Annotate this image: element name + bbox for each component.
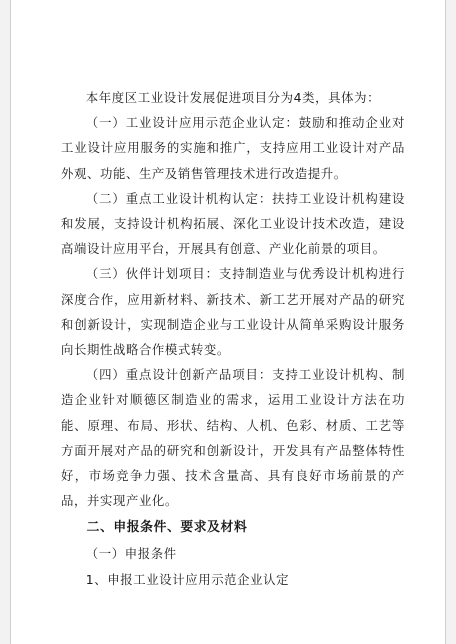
sub-item-heading: 1、申报工业设计应用示范企业认定: [85, 571, 290, 587]
item-2-paragraph: （二）重点工业设计机构认定：扶持工业设计机构建设和发展，支持设计机构拓展、深化工业设计技术改造，建设高端设计应用平台，开展具有创意、产业化前景的项目。: [61, 190, 405, 257]
item-4-paragraph: （四）重点设计创新产品项目：支持工业设计机构、制造企业针对顺德区制造业的需求，运用工业设计方法在功能、原理、布局、形状、结构、人机、色彩、材质、工艺等方面开展对产品的研究和创新设计，开发具有产品整体特性好，市场竞争力强、技术含量高、具有良好市场前景的产品，并实现产业化。: [61, 367, 405, 509]
document-page: [10, 0, 446, 644]
subsection-heading: （一）申报条件: [85, 546, 177, 562]
item-1-paragraph: （一）工业设计应用示范企业认定：鼓励和推动企业对工业设计应用服务的实施和推广，支持应用工业设计对产品外观、功能、生产及销售管理技术进行改造提升。: [61, 115, 405, 181]
document-body: [61, 85, 405, 592]
item-3-paragraph: （三）伙伴计划项目：支持制造业与优秀设计机构进行深度合作，应用新材料、新技术、新工艺开展对产品的研究和创新设计，实现制造企业与工业设计从简单采购设计服务向长期性战略合作模式转变。: [61, 266, 405, 358]
intro-paragraph: 本年度区工业设计发展促进项目分为4类，具体为：: [85, 90, 381, 105]
section-heading: 二、申报条件、要求及材料: [86, 520, 248, 536]
